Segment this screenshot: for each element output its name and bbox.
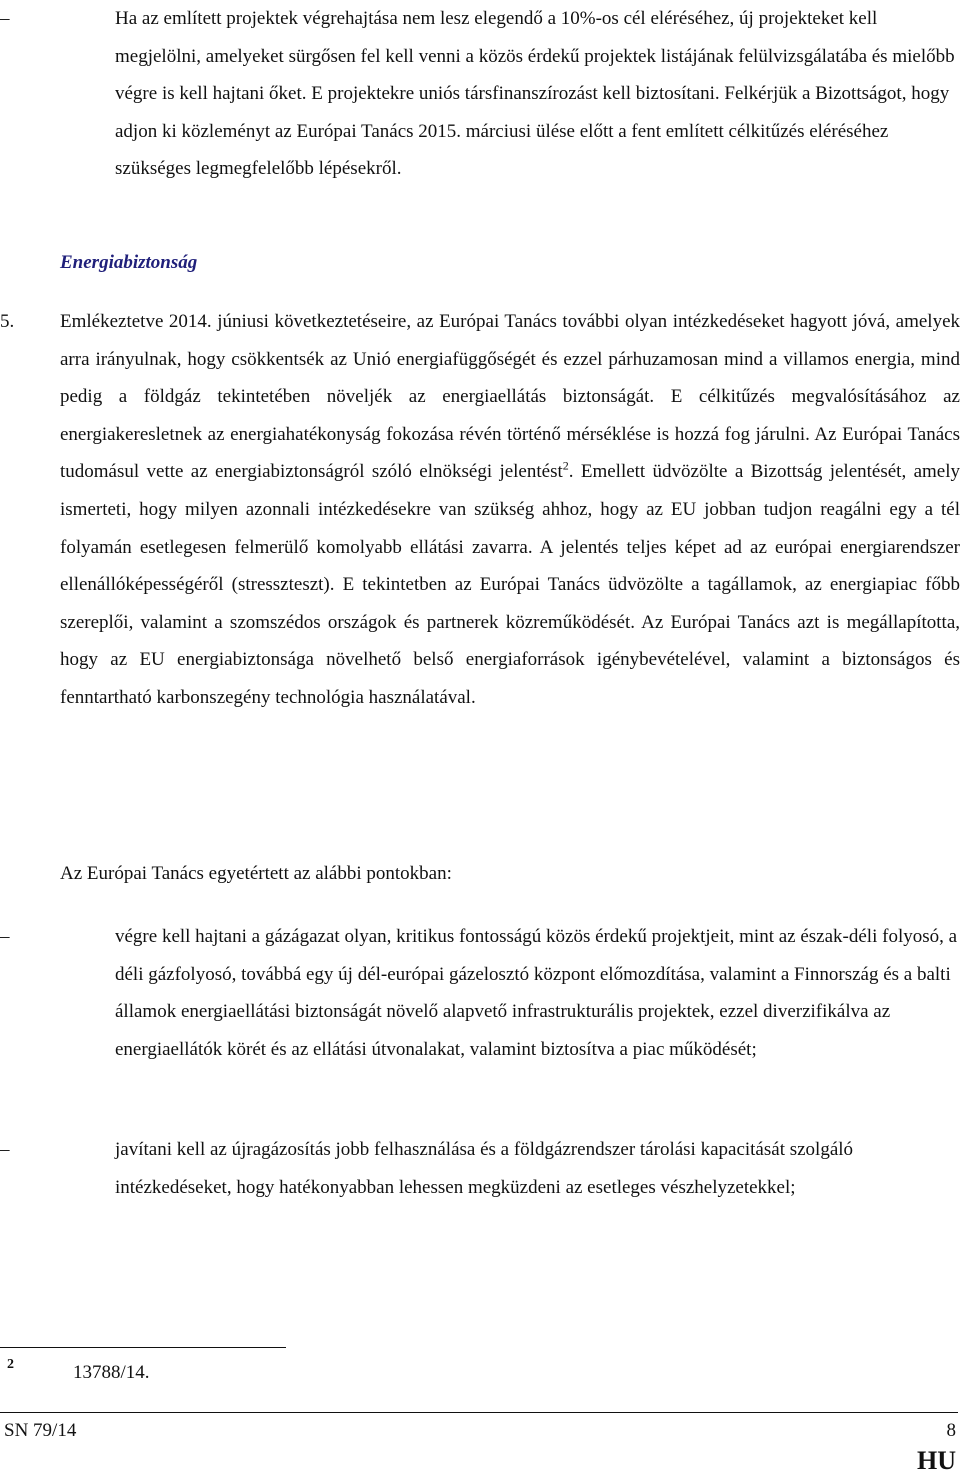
language-code: HU bbox=[917, 1446, 956, 1475]
footnote-number: 2 bbox=[7, 1357, 14, 1372]
bullet-text: Ha az említett projektek végrehajtása nem lesz elegendő a 10%-os cél eléréséhez, új projekteket kell megjelölni, amelyeket sürgősen fel kell venni a közös érdekű projektek listájának felülvizsgálatába és mielőbb végre is kell hajtani őket. E projektekre uniós társfinanszírozást kell biztosítani. Felkérjük a Bizottságot, hogy adjon ki közleményt az Európai Tanács 2015. márciusi ülése előtt a fent említett célkitűzés eléréséhez szükséges legmegfelelőbb lépésekről. bbox=[115, 8, 955, 180]
paragraph-text-part1: Emlékeztetve 2014. júniusi következtetéseire, az Európai Tanács további olyan intézkedéseket hagyott jóvá, amelyek arra irányulnak, hogy csökkentsék az Unió energiafüggőségét és ezzel párhuzamosan mind a villamos energia, mind pedig a földgáz tekintetében növeljék az energiaellátás biztonságát. E célkitűzés megvalósításához az energiakeresletnek az energiahatékonyság fokozása révén történő mérséklése is hozzá fog járulni. Az Európai Tanács tudomásul vette az energiabiztonságról szóló elnökségi jelentést bbox=[60, 311, 960, 483]
bullet-dash: – bbox=[0, 1139, 10, 1160]
paragraph-number: 5. bbox=[0, 311, 15, 332]
bullet-dash: – bbox=[0, 8, 10, 29]
footnote-text: 13788/14. bbox=[73, 1362, 150, 1383]
bullet-text: végre kell hajtani a gázágazat olyan, kritikus fontosságú közös érdekű projektjeit, mint az észak-déli folyosó, a déli gázfolyosó, továbbá egy új dél-európai gázelosztó központ előmozdítása, valamint a Finnország és a balti államok energiaellátási biztonságát növelő alapvető infrastrukturális projektek, ezzel diverzifikálva az energiaellátók körét és az ellátási útvonalakat, valamint biztosítva a piac működését; bbox=[115, 926, 958, 1060]
bullet-dash: – bbox=[0, 926, 10, 947]
bullet-text: javítani kell az újragázosítás jobb felhasználása és a földgázrendszer tárolási kapacitását szolgáló intézkedéseket, hogy hatékonyabban lehessen megküzdeni az esetleges vészhelyzetekkel; bbox=[115, 1139, 854, 1198]
footnote-reference: 2 bbox=[562, 459, 569, 474]
paragraph-text bbox=[60, 303, 960, 717]
footnote-divider bbox=[0, 1347, 286, 1348]
section-heading: Energiabiztonság bbox=[60, 252, 198, 273]
footer-divider bbox=[0, 1412, 958, 1413]
intro-sentence: Az Európai Tanács egyetértett az alábbi pontokban: bbox=[60, 863, 452, 884]
document-reference: SN 79/14 bbox=[4, 1420, 77, 1441]
page-number: 8 bbox=[946, 1420, 956, 1441]
paragraph-text-part2: . Emellett üdvözölte a Bizottság jelentését, amely ismerteti, hogy milyen azonnali intézkedésekre van szükség ahhoz, hogy az EU jobban tudjon reagálni egy a tél folyamán esetlegesen felmerülő komolyabb ellátási zavarra. A jelentés teljes képet ad az európai energiarendszer ellenállóképességéről (stresszteszt). E tekintetben az Európai Tanács üdvözölte a tagállamok, az energiapiac főbb szereplői, valamint a szomszédos országok és partnerek közreműködését. Az Európai Tanács azt is megállapította, hogy az EU energiabiztonsága növelhető belső energiaforrások igénybevételével, valamint a biztonságos és fenntartható karbonszegény technológia használatával. bbox=[60, 461, 960, 708]
